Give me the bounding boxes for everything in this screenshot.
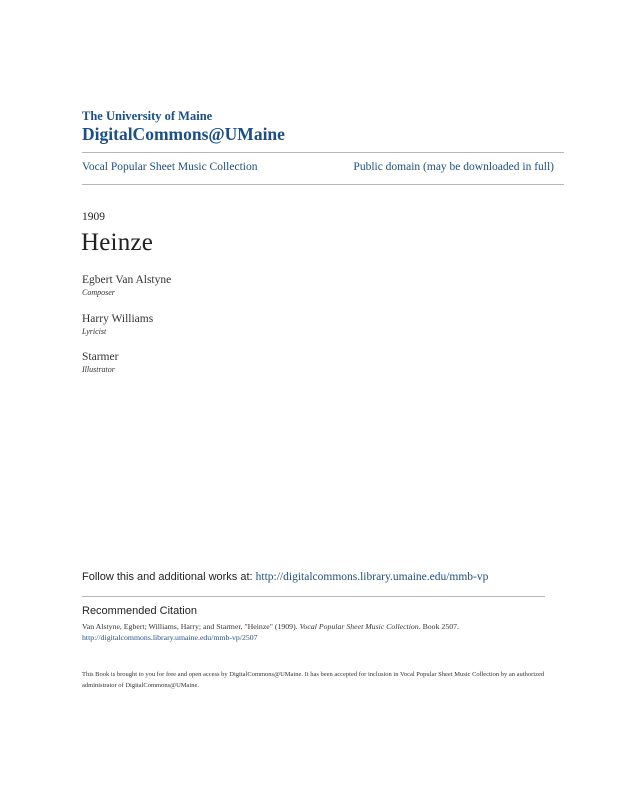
publication-year: 1909 (82, 211, 105, 223)
repository-header (82, 109, 285, 145)
contributor-illustrator (82, 350, 118, 376)
contributor-lyricist (82, 312, 153, 338)
collection-link[interactable]: Vocal Popular Sheet Music Collection (82, 161, 258, 173)
citation-text-end: . Book 2507. (418, 622, 459, 631)
contributor-name[interactable]: Harry Williams (82, 313, 154, 325)
citation-url[interactable]: http://digitalcommons.library.umaine.edu/mmb-vp/2507 (82, 633, 258, 642)
follow-line (82, 571, 488, 583)
repository-name[interactable]: DigitalCommons@UMaine (82, 124, 285, 144)
citation-collection: Vocal Popular Sheet Music Collection (299, 622, 419, 631)
citation-text-start: Van Alstyne, Egbert; Williams, Harry; and Starmer, "Heinze" (1909). (82, 622, 300, 631)
follow-link[interactable]: http://digitalcommons.library.umaine.edu/mmb-vp (255, 571, 489, 583)
work-title: Heinze (81, 229, 153, 256)
citation-block (82, 621, 552, 643)
follow-prefix: Follow this and additional works at: (82, 571, 256, 583)
contributor-composer (82, 273, 171, 299)
contributor-role: Composer (82, 288, 115, 297)
divider-citation (82, 596, 545, 597)
rights-link[interactable]: Public domain (may be downloaded in full) (353, 161, 554, 173)
contributor-name[interactable]: Egbert Van Alstyne (82, 274, 172, 286)
citation-heading: Recommended Citation (82, 605, 197, 617)
contributor-role: Lyricist (82, 327, 107, 336)
contributor-name[interactable]: Starmer (82, 351, 119, 363)
collection-bar (82, 161, 554, 173)
university-name[interactable]: The University of Maine (82, 109, 213, 123)
access-notice: This Book is brought to you for free and open access by DigitalCommons@UMaine. It has been accepted for inclusion in Vocal Popular Sheet Music Collection by an authorized administrator of DigitalCommons@UMaine. (82, 671, 545, 689)
divider-top (82, 152, 564, 153)
divider-collection (82, 184, 564, 185)
contributor-role: Illustrator (82, 365, 115, 374)
